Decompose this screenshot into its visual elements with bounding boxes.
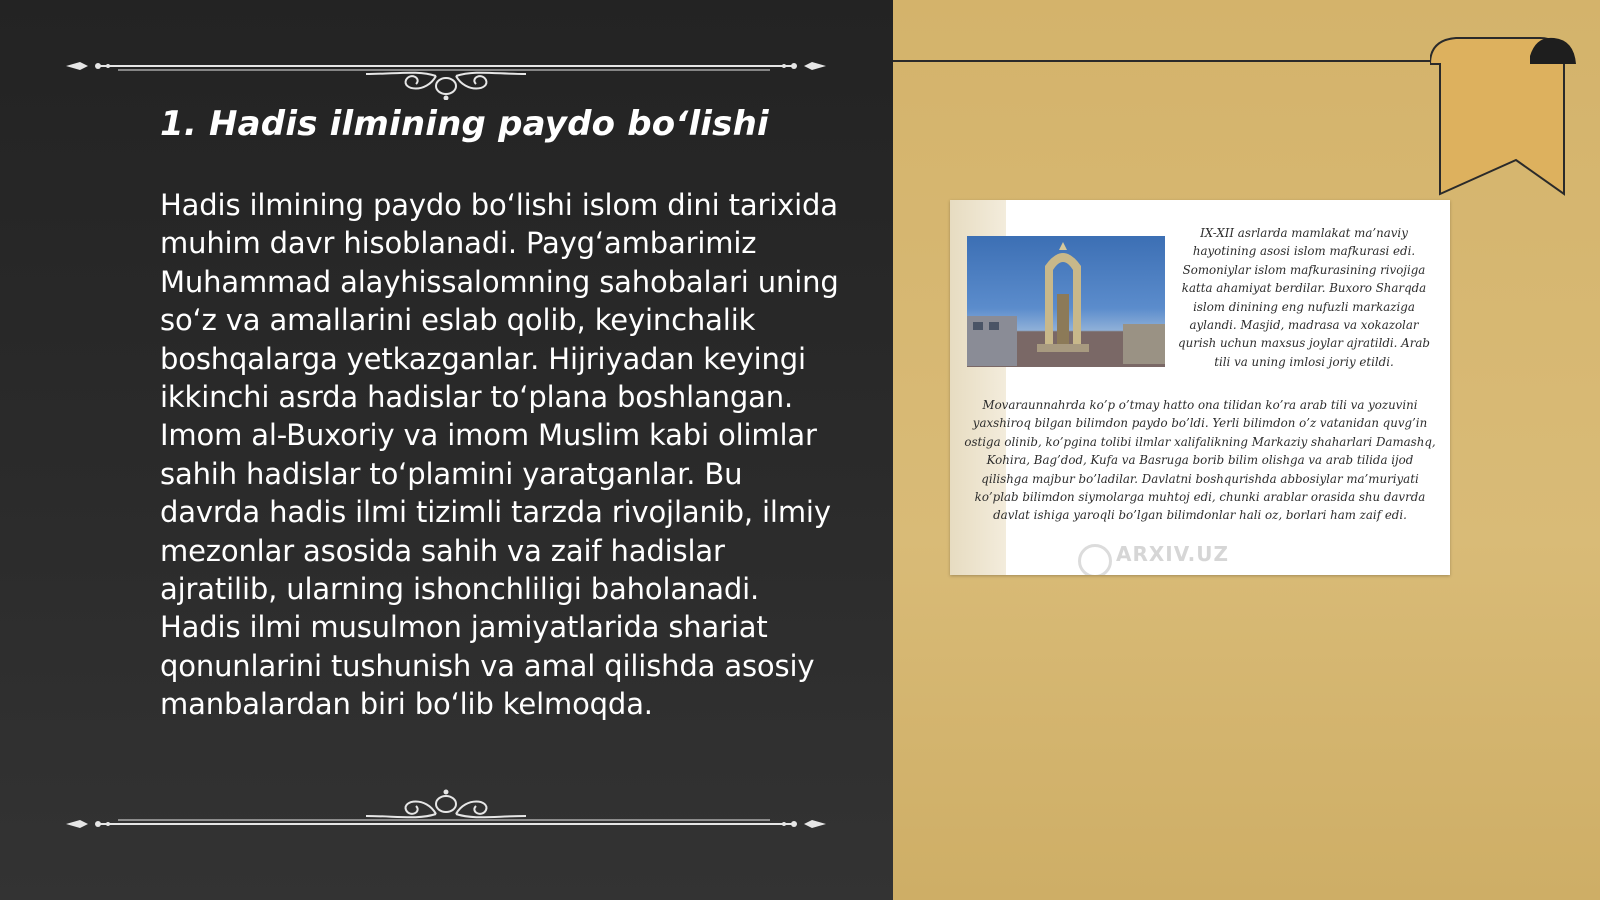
document-excerpt-image xyxy=(950,200,1450,575)
bookmark-ribbon-icon xyxy=(1430,34,1600,204)
document-detail-text: Movaraunnahrda ko’p o’tmay hatto ona tilidan ko’ra arab tili va yozuvini yaxshiroq bilgan bilimdon paydo bo’ldi. Yerli bilimdon o’z vatanidan quvg’in ostiga olinib, ko’pgina tolibi ilmlar xalifalikning Markaziy shaharlari Damashq, Kohira, Bag’dod, Kufa va Basruga borib bilim olishga va arab tilida ijod qilishga majbur bo’ladilar. Davlatni boshqurishda abbosiylar ma’muriyati ko’plab bilimdon siymolarga muhtoj edi, chunki arablar orasida shu davrda davlat ishiga yaroqli bo’lgan bilimdonlar hali oz, borlari ham zaif edi. xyxy=(964,398,1436,523)
watermark-logo-icon xyxy=(1078,544,1112,575)
slide-body-text: Hadis ilmining paydo bo‘lishi islom dini tarixida muhim davr hisoblanadi. Payg‘ambarimiz Muhammad alayhissalomning sahobalari uning so‘z va amallarini eslab qolib, keyinchalik boshqalarga yetkazganlar. Hijriyadan keyingi ikkinchi asrda hadislar to‘plana boshlangan. Imom al-Buxoriy va imom Muslim kabi olimlar sahih hadislar to‘plamini yaratganlar. Bu davrda hadis ilmi tizimli tarzda rivojlanib, ilmiy mezonlar asosida sahih va zaif hadislar ajratilib, ularning ishonchliligi baholanadi. Hadis ilmi musulmon jamiyatlarida shariat qonunlarini tushunish va amal qilishda asosiy manbalardan biri bo‘lib kelmoqda. xyxy=(160,188,839,722)
document-intro-text: IX-XII asrlarda mamlakat ma’naviy hayotining asosi islom mafkurasi edi. Somoniylar islom mafkurasining rivojiga katta ahamiyat berdilar. Buxoro Sharqda islom dinining eng nufuzli markaziga aylandi. Masjid, madrasa va xokazolar qurish uchun maxsus joylar ajratildi. Arab tili va uning imlosi joriy etildi. xyxy=(1178,226,1430,369)
monument-photo xyxy=(967,236,1165,367)
top-divider-line xyxy=(893,60,1438,62)
watermark-text: ARXIV.UZ xyxy=(1116,542,1229,566)
slide-title: 1. Hadis ilmining paydo bo‘lishi xyxy=(160,104,769,144)
monument-illustration xyxy=(967,236,1165,367)
bottom-ornament-divider xyxy=(66,772,826,832)
top-ornament-divider xyxy=(66,40,826,100)
